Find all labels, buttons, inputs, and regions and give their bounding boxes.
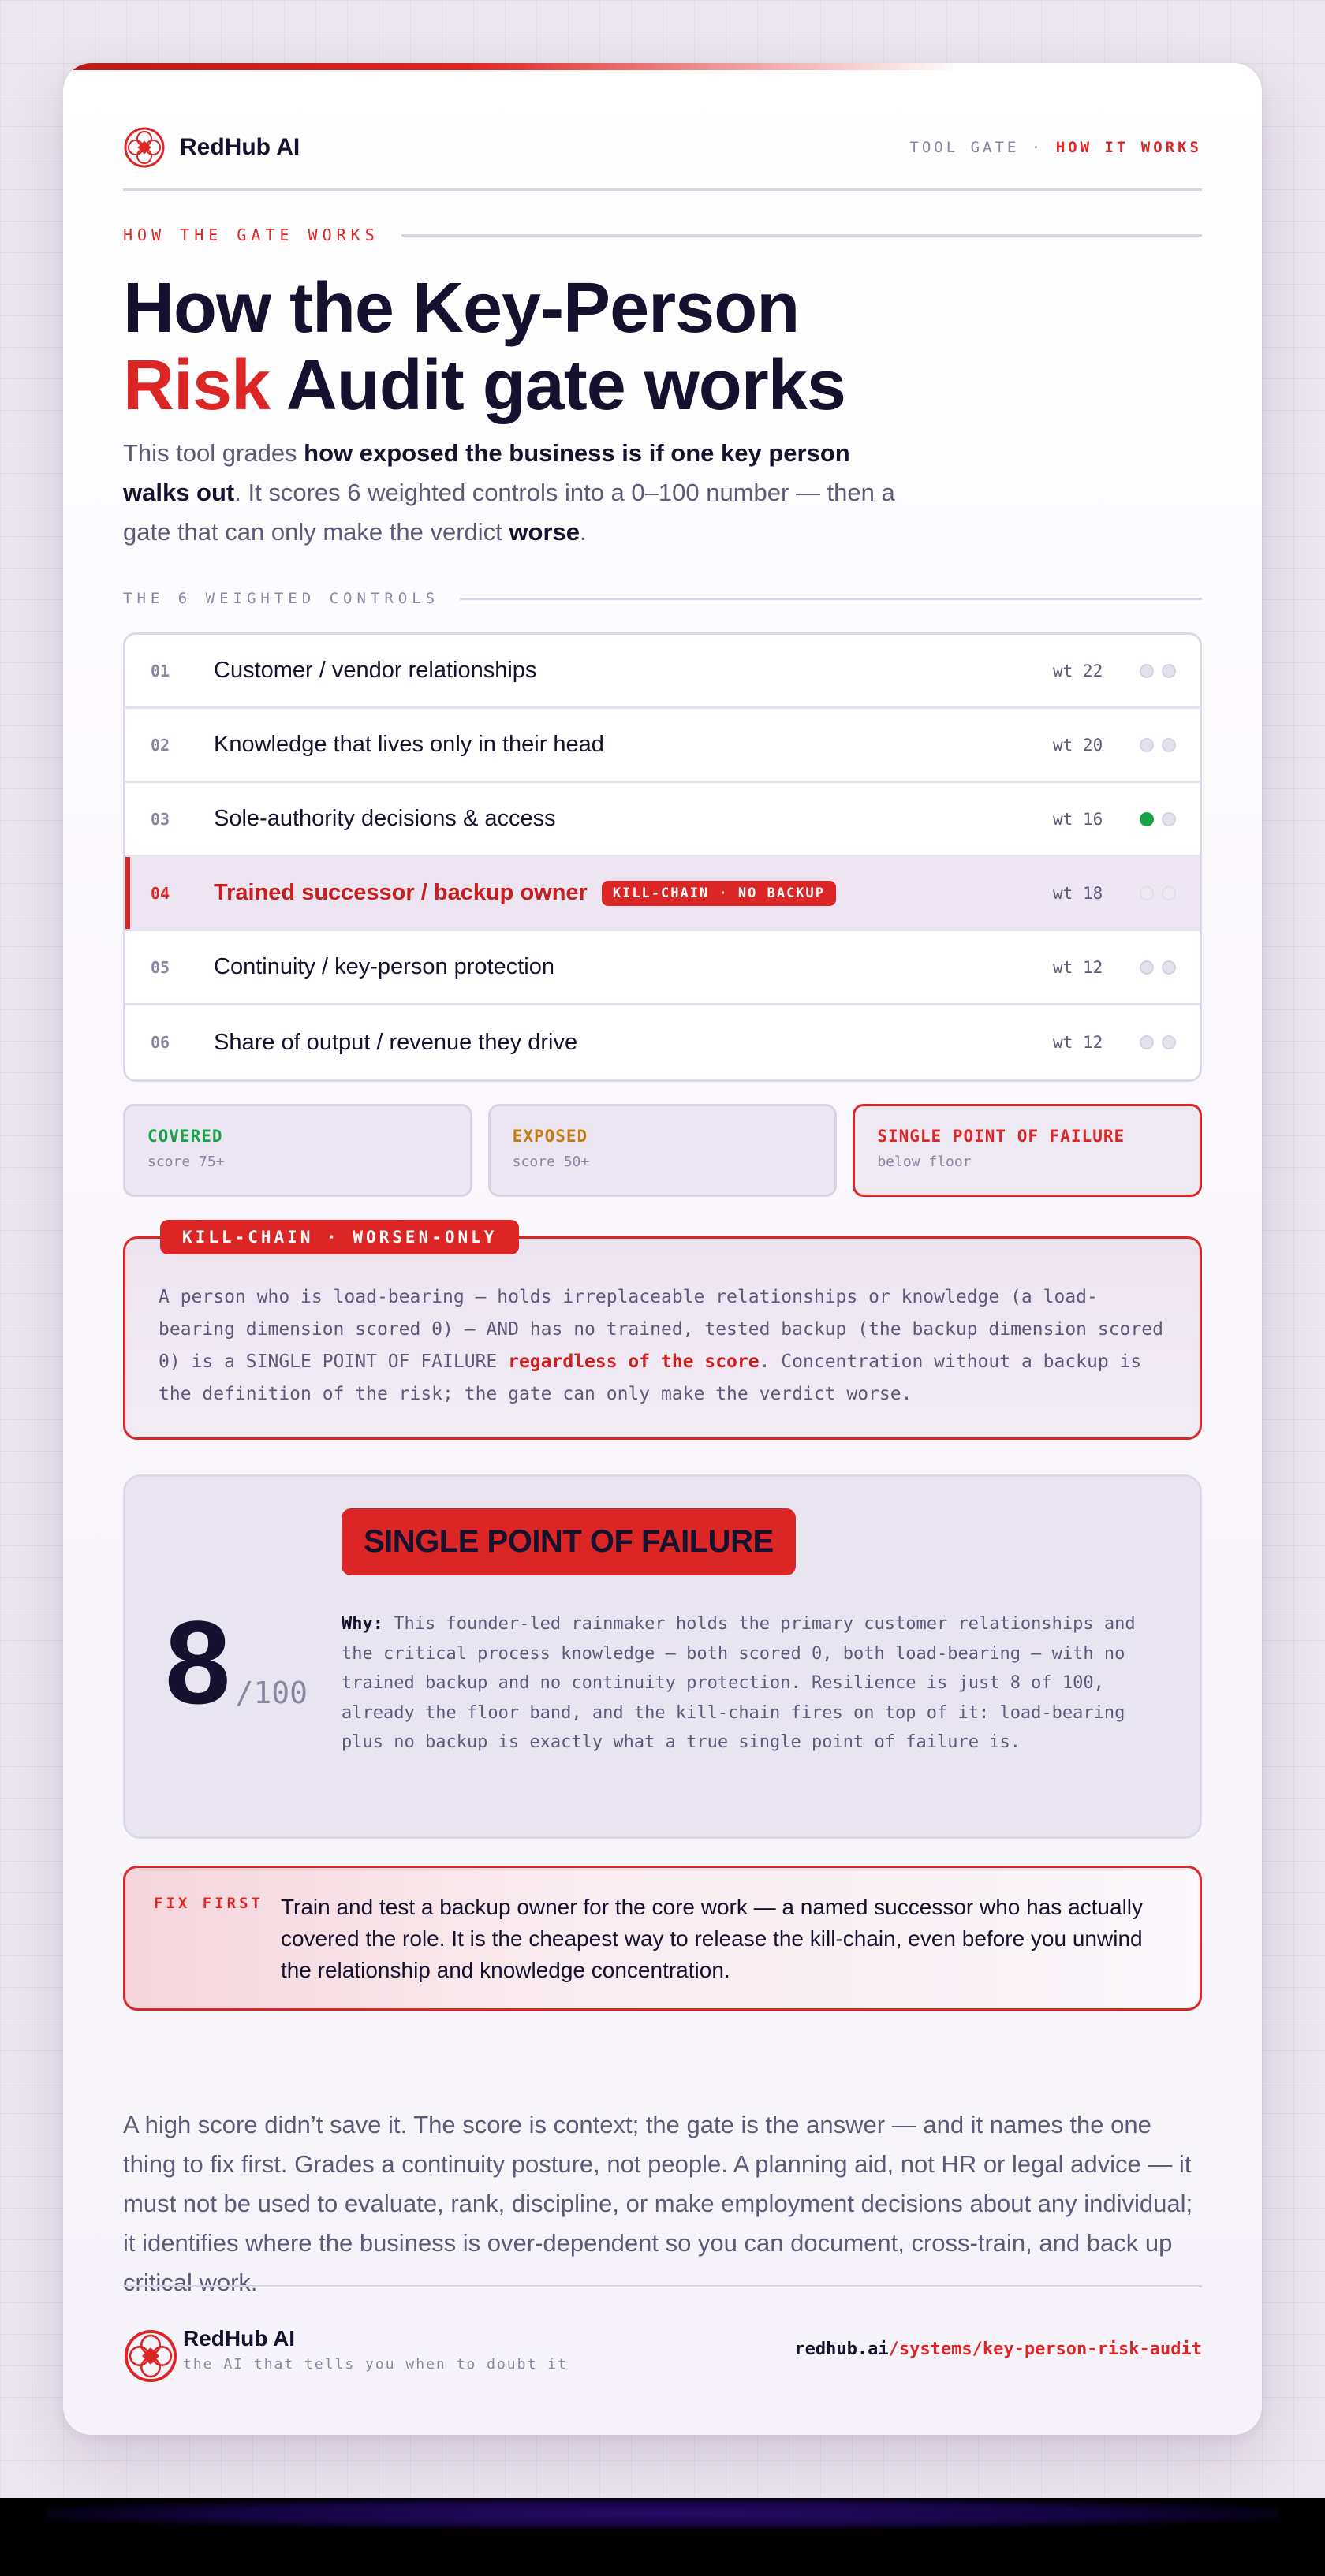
verdict-badge: SINGLE POINT OF FAILURE — [342, 1508, 796, 1575]
fix-first-label: FIX FIRST — [154, 1895, 263, 1912]
lede-emphasis: worse — [509, 518, 580, 546]
score-denominator: /100 — [235, 1676, 308, 1710]
band-single-point-of-failure — [853, 1104, 1202, 1197]
band-title: EXPOSED — [512, 1127, 588, 1146]
kill-chain-text: . Concentration without a backup is the definition of the risk; the gate can only make the verdict worse. — [159, 1351, 1142, 1404]
control-number: 04 — [151, 883, 170, 903]
band-sub: below floor — [877, 1154, 972, 1170]
why-label: Why: — [342, 1614, 383, 1634]
status-dot-icon — [1140, 886, 1154, 900]
band-title: SINGLE POINT OF FAILURE — [877, 1127, 1125, 1146]
control-weight: wt 12 — [1053, 1033, 1103, 1052]
redhub-logo-icon — [123, 126, 166, 169]
brand-name: RedHub AI — [180, 133, 300, 160]
control-weight: wt 18 — [1053, 883, 1103, 903]
control-number: 03 — [151, 809, 170, 829]
control-weight: wt 16 — [1053, 809, 1103, 829]
lede-text: This tool grades — [123, 439, 304, 467]
band-covered — [123, 1104, 472, 1197]
score-value: 8 — [165, 1596, 231, 1728]
control-status — [1140, 664, 1200, 678]
status-dot-icon — [1162, 960, 1176, 975]
score-readout — [165, 1596, 308, 1728]
eyebrow-rule — [401, 234, 1202, 237]
eyebrow-label: HOW THE GATE WORKS — [123, 226, 379, 244]
control-label-text: Knowledge that lives only in their head — [214, 732, 604, 757]
verdict-panel — [123, 1474, 1202, 1839]
title-line2: Audit gate works — [270, 346, 845, 425]
bottom-glow — [47, 2498, 1278, 2529]
status-dot-icon — [1162, 664, 1176, 678]
status-dot-icon — [1162, 1035, 1176, 1049]
status-dot-icon — [1140, 738, 1154, 752]
control-row[interactable] — [125, 931, 1200, 1005]
status-dot-icon — [1162, 812, 1176, 826]
footer — [123, 2285, 1202, 2388]
control-row-kill-chain[interactable] — [125, 857, 1200, 931]
band-title: COVERED — [147, 1127, 223, 1146]
card-accent-line — [63, 63, 962, 70]
control-weight: wt 12 — [1053, 957, 1103, 977]
kill-chain-emphasis: regardless of the score — [508, 1351, 760, 1372]
status-dot-icon — [1140, 812, 1154, 826]
footer-tagline: the AI that tells you when to doubt it — [183, 2356, 568, 2373]
control-label — [214, 1030, 1053, 1056]
band-exposed — [488, 1104, 838, 1197]
explainer-card — [63, 63, 1262, 2435]
control-row[interactable] — [125, 635, 1200, 709]
control-label — [214, 954, 1053, 980]
title-line1: How the Key-Person — [123, 269, 800, 348]
control-status — [1140, 738, 1200, 752]
control-row[interactable] — [125, 1005, 1200, 1079]
status-dot-icon — [1140, 1035, 1154, 1049]
control-label-text: Sole-authority decisions & access — [214, 806, 556, 831]
footer-brand-text — [183, 2326, 568, 2373]
control-label — [214, 658, 1053, 684]
controls-section-label — [123, 590, 1202, 607]
footer-brand-name: RedHub AI — [183, 2326, 296, 2350]
control-label-text: Trained successor / backup owner — [214, 880, 588, 905]
url-path: /systems/key-person-risk-audit — [888, 2339, 1202, 2359]
kill-chain-box — [123, 1228, 1202, 1440]
control-status — [1140, 1035, 1200, 1049]
breadcrumb-active[interactable]: HOW IT WORKS — [1055, 138, 1202, 156]
band-sub: score 50+ — [512, 1154, 590, 1170]
section-label: THE 6 WEIGHTED CONTROLS — [123, 590, 440, 607]
control-status — [1140, 960, 1200, 975]
kill-chain-badge: KILL-CHAIN · NO BACKUP — [602, 881, 836, 906]
fix-first-box — [123, 1866, 1202, 2011]
url-host: redhub.ai — [794, 2339, 889, 2359]
controls-list — [123, 632, 1202, 1082]
breadcrumb — [909, 139, 1202, 156]
verdict-why — [342, 1609, 1146, 1758]
control-weight: wt 20 — [1053, 735, 1103, 755]
eyebrow — [123, 226, 1202, 244]
status-dot-icon — [1162, 738, 1176, 752]
control-status — [1140, 886, 1200, 900]
control-label — [214, 806, 1053, 832]
footer-url-link[interactable] — [794, 2339, 1202, 2359]
header — [123, 121, 1202, 191]
control-label — [214, 880, 1053, 906]
control-number: 01 — [151, 661, 170, 680]
status-dot-icon — [1140, 664, 1154, 678]
fix-first-text: Train and test a backup owner for the core work — a named successor who has actually covered the role. It is the cheapest way to release the kill-chain, even before you unwind the relationship and knowledge concentration. — [280, 1895, 1144, 1982]
control-number: 06 — [151, 1033, 170, 1052]
control-row[interactable] — [125, 709, 1200, 783]
band-sub: score 75+ — [147, 1154, 225, 1170]
redhub-logo-icon — [123, 2328, 166, 2371]
control-row[interactable] — [125, 783, 1200, 857]
kill-chain-body — [159, 1281, 1166, 1411]
lede-emphasis: how exposed the business is if one key person walks out — [123, 439, 850, 506]
title-highlight: Risk — [123, 346, 271, 425]
page-title — [123, 270, 991, 424]
lede-text: . — [580, 518, 587, 546]
breadcrumb-prefix[interactable]: TOOL GATE · — [909, 138, 1044, 156]
control-label — [214, 732, 1053, 758]
section-rule — [460, 598, 1202, 600]
control-label-text: Continuity / key-person protection — [214, 954, 554, 979]
control-status — [1140, 812, 1200, 826]
closing-paragraph: A high score didn’t save it. The score is context; the gate is the answer — and it names the one thing to fix first. Grades a continuity posture, not people. A planning aid, not HR or legal advice — it must not be used to evaluate, rank, discipline, or make employment decisions about any individual; it identifies where the business is over-dependent so you can document, cross-train, and back up critical work. — [123, 2111, 1193, 2296]
control-weight: wt 22 — [1053, 661, 1103, 680]
lede — [123, 434, 912, 552]
brand[interactable] — [123, 126, 300, 169]
kill-chain-text: A person who is load-bearing — holds irreplaceable relationships or knowledge (a load-bearing dimension scored 0) — AND has no trained, tested backup (the backup dimension scored 0) is a SINGLE POINT OF FAILURE — [159, 1287, 1163, 1372]
footer-brand[interactable] — [123, 2326, 568, 2373]
status-dot-icon — [1140, 960, 1154, 975]
status-dot-icon — [1162, 886, 1176, 900]
why-text: This founder-led rainmaker holds the primary customer relationships and the critical process knowledge — both scored 0, both load-bearing — with no trained backup and no continuity protection. Resilience is just 8 of 100, already the floor band, and the kill-chain fires on top of it: load-bearing plus no backup is exactly what a true single point of failure is. — [342, 1614, 1136, 1752]
lede-text: . It scores 6 weighted controls into a 0–100 number — then a gate that can only make the verdict — [123, 479, 895, 546]
score-bands — [123, 1104, 1202, 1197]
kill-chain-tag: KILL-CHAIN · WORSEN-ONLY — [160, 1220, 519, 1254]
control-number: 02 — [151, 735, 170, 755]
control-number: 05 — [151, 957, 170, 977]
control-label-text: Customer / vendor relationships — [214, 658, 537, 683]
control-label-text: Share of output / revenue they drive — [214, 1029, 578, 1055]
